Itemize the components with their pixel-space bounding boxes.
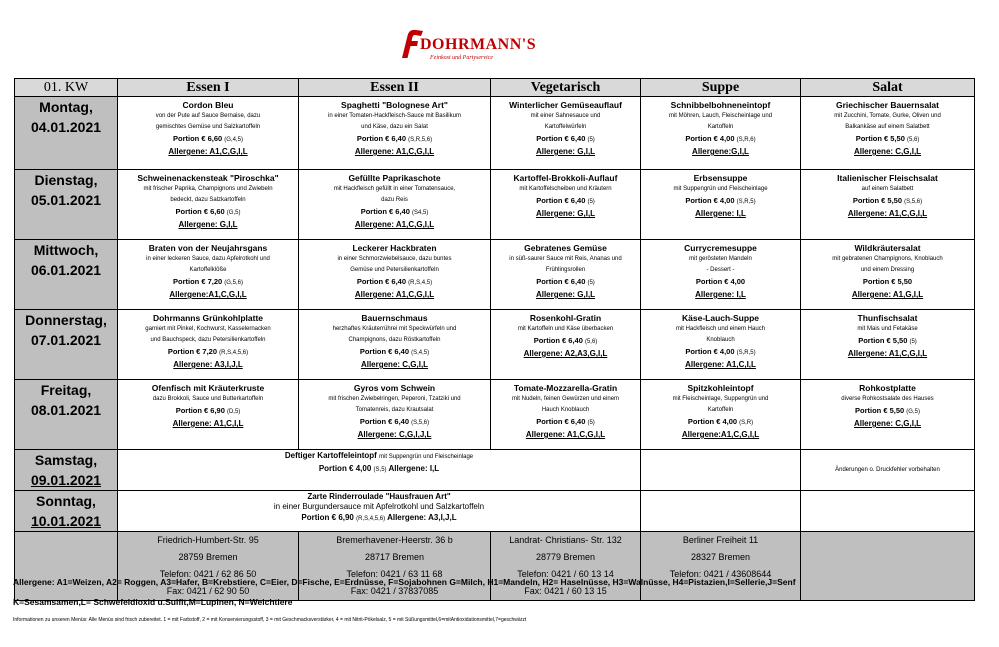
dish-allergens: Allergene: A1,C,G,I,L [354,147,435,156]
branch-city: 28779 Bremen [535,552,596,562]
dish-cell-suppe [641,380,801,450]
saturday-empty-cell [641,450,801,491]
dish-additive-codes: (R,S,4,5,6) [356,516,386,522]
sunday-row [15,491,975,532]
day-date: 09.01.2021 [30,472,102,488]
dish-title: Rohkostplatte [859,383,916,393]
sunday-empty-cell [641,491,801,532]
dish-cell-essen-1 [118,170,299,240]
dish-cell-vegetarisch [491,97,641,170]
dish-description: mit Möhren, Lauch, Fleischeinlage und [668,113,773,119]
dish-allergens: Allergene: A1,C,I,L [172,419,244,428]
dish-allergens: Allergene: I,L [388,464,440,473]
dish-description: dazu Brokkoli, Sauce und Butterkartoffeln [152,396,264,402]
dish-description: Balkankäse auf einem Salatbett [845,124,930,130]
dish-title: Cordon Bleu [182,100,234,110]
branch-street: Landrat- Christians- Str. 132 [509,535,622,545]
dish-description: mit Zucchini, Tomate, Gurke, Oliven und [834,113,941,119]
dish-cell-essen-2 [299,380,491,450]
column-header-essen-1: Essen I [118,79,299,97]
dish-description: mit gebratenen Champignons, Knoblauch [832,256,943,262]
dish-price: Portion € 6,40 [356,134,407,143]
day-label-thursday [15,310,118,380]
dish-allergens: Allergene: C,G,I,L [853,147,922,156]
column-header-essen-2: Essen II [299,79,491,97]
dish-price: Portion € 6,40 [536,277,586,286]
dish-title: Tomate-Mozzarella-Gratin [513,383,618,393]
day-label-saturday [15,450,118,491]
dish-cell-essen-1 [118,97,299,170]
dish-additive-codes: (S,R,5,6) [408,137,433,143]
day-label-tuesday [15,170,118,240]
dish-cell-essen-1 [118,310,299,380]
day-row-tuesday [15,170,975,240]
day-name: Mittwoch, [33,242,99,258]
dish-additive-codes: (5,6) [584,339,598,345]
dish-additive-codes: (S,R) [739,420,754,426]
branch-phone: Telefon: 0421 / 43608644 [669,569,772,579]
dish-price: Portion € 4,00 [687,417,738,426]
column-header-vegetarisch: Vegetarisch [491,79,641,97]
dish-cell-vegetarisch [491,240,641,310]
dish-allergens: Allergene: G,I,L [178,220,238,229]
dish-description: Gemüse und Petersilienkartoffeln [350,267,439,273]
branch-phone: Telefon: 0421 / 62 86 50 [159,569,257,579]
disclaimer-note: Änderungen o. Druckfehler vorbehalten [801,450,975,491]
dish-title: Gefüllte Paprikaschote [348,173,441,183]
branch-address-2 [299,532,491,601]
saturday-row [15,450,975,491]
day-date: 06.01.2021 [30,262,102,278]
dish-price: Portion € 4,00 [685,196,735,205]
dish-price: Portion € 5,50 [855,134,905,143]
branch-city: 28717 Bremen [364,552,425,562]
dish-description: gemischtes Gemüse und Salzkartoffeln [155,124,261,130]
day-label-wednesday [15,240,118,310]
sunday-dish [118,491,641,532]
dish-price: Portion € 6,40 [359,347,410,356]
dish-description: von der Pute auf Sauce Bernaise, dazu [155,113,261,119]
branch-fax: Fax: 0421 / 37837085 [350,586,439,596]
dish-description: mit Kartoffeln und Käse überbacken [517,326,614,332]
dish-price: Portion € 6,40 [536,134,586,143]
dish-description: Kartoffeln [707,124,734,130]
dish-title: Ofenfisch mit Kräuterkruste [151,383,265,393]
dish-description: herzhaftes Kräuterrührei mit Speckwürfeln und [332,326,457,332]
dish-additive-codes: (5) [587,137,595,143]
dish-allergens: Allergene:A1,C,G,I,L [681,430,760,439]
branch-fax: Fax: 0421 / 60 13 15 [524,586,607,596]
dish-title: Spitzkohleintopf [687,383,754,393]
dish-title: Griechischer Bauernsalat [836,100,939,110]
address-row [15,532,975,601]
day-name: Freitag, [40,382,92,398]
day-date: 07.01.2021 [30,332,102,348]
day-date: 10.01.2021 [30,513,102,529]
day-name: Sonntag, [36,493,96,509]
dish-allergens: Allergene: A1,C,G,I,L [525,430,606,439]
day-date: 05.01.2021 [30,192,102,208]
dish-cell-suppe [641,310,801,380]
dish-price: Portion € 4,00 [685,134,735,143]
dish-description: mit Suppengrün und Fleischeinlage [379,454,474,460]
dish-additive-codes: (S,5,6) [904,199,923,205]
dish-description: mit Kartoffelscheiben und Kräutern [519,186,612,192]
branch-address-4 [641,532,801,601]
dish-price: Portion € 5,50 [852,196,903,205]
dish-additive-codes: (G,4,5) [224,137,243,143]
dish-description: mit Fleischeinlage, Suppengrün und [672,396,769,402]
dish-description: in einer Tomaten-Hackfleisch-Sauce mit Basilikum [328,113,461,119]
branch-city: 28327 Bremen [690,552,751,562]
day-name: Samstag, [34,452,98,468]
day-label-monday [15,97,118,170]
dish-price: Portion € 6,40 [356,277,407,286]
dish-additive-codes: (R,S,4,5) [408,280,433,286]
dish-price: Portion € 4,00 [685,347,735,356]
dish-cell-suppe [641,170,801,240]
dish-price: Portion € 6,40 [536,417,586,426]
dish-title: Italienischer Fleischsalat [837,173,938,183]
day-row-friday [15,380,975,450]
dish-description: und Bauchspeck, dazu Petersilienkartoffeln [150,337,266,343]
dish-cell-essen-2 [299,170,491,240]
dish-description: mit Hackfleisch gefüllt in einer Tomatensauce, [333,186,456,192]
company-logo [396,24,616,74]
day-row-monday [15,97,975,170]
day-date: 04.01.2021 [30,119,102,135]
day-name: Dienstag, [34,172,98,188]
dish-additive-codes: (S4,5) [411,210,429,216]
weekday-rows [15,97,975,450]
dish-additive-codes: (5,6) [906,137,920,143]
dish-allergens: Allergene: G,I,L [535,290,596,299]
dish-price: Portion € 6,40 [533,336,583,345]
dish-title: Bauernschmaus [361,313,428,323]
dish-title: Erbsensuppe [693,173,748,183]
dish-description: mit einer Sahnesauce und [530,113,601,119]
branch-street: Friedrich-Humbert-Str. 95 [157,535,259,545]
branch-fax: Fax: 0421 / 62 90 50 [166,586,250,596]
weekly-menu-table [14,78,975,601]
day-row-wednesday [15,240,975,310]
dish-title: Schweinenackensteak "Piroschka" [137,173,279,183]
dish-cell-salat [801,97,975,170]
dish-additive-codes: (R,S,4,5,6) [219,350,249,356]
dish-allergens: Allergene: A1,C,G,I,L [168,147,248,156]
dish-title: Thunfischsalat [857,313,918,323]
dish-description: diverse Rohkostsalate des Hauses [841,396,934,402]
dish-additive-codes: (G,5) [906,409,920,415]
dish-additive-codes: (G,5) [226,210,241,216]
day-row-thursday [15,310,975,380]
dish-allergens: Allergene: C,G,I,L [360,360,429,369]
dish-cell-salat [801,240,975,310]
dish-description: Knoblauch [706,337,735,343]
dish-cell-essen-2 [299,310,491,380]
dish-allergens: Allergene: A1,C,G,I,L [847,349,928,358]
dish-description: Champignons, dazu Röstkartoffeln [348,337,441,343]
dish-allergens: Allergene: A1,C,G,I,L [354,290,435,299]
branch-address-3 [491,532,641,601]
dish-cell-essen-2 [299,97,491,170]
day-name: Montag, [39,99,93,115]
dish-cell-essen-2 [299,240,491,310]
allergen-legend-line-2: K=Sesamsamen,L= Schwefeldioxid u.Sulfit,M=Lupinen, N=Weichtiere [13,597,293,607]
dish-price: Portion € 5,50 [858,336,908,345]
dish-additive-codes: (S,R,5) [736,350,756,356]
dish-title: Spaghetti "Bolognese Art" [341,100,448,110]
dish-price: Portion € 6,60 [173,134,223,143]
branch-city: 28759 Bremen [178,552,238,562]
dish-price: Portion € 7,20 [173,277,223,286]
dish-title: Winterlicher Gemüseauflauf [509,100,622,110]
dish-price: Portion € 6,90 [301,513,354,522]
dish-description: mit gerösteten Mandeln [689,256,752,262]
allergen-legend-line-1: Allergene: A1=Weizen, A2= Roggen, A3=Hafer, B=Krebstiere, C=Eier, D=Fische, E=Erdnüsse, F=Sojabohnen G=Milch, H1=Mandeln, H2= Haselnüsse, H3=Walnüsse, H4=Pistazien,I=Sellerie,J=Senf [13,577,796,587]
branch-street: Berliner Freiheit 11 [682,535,759,545]
day-label-sunday [15,491,118,532]
dish-cell-vegetarisch [491,380,641,450]
column-header-suppe: Suppe [641,79,801,97]
dish-additive-codes: (S,5) [373,467,387,473]
dish-description: mit Nudeln, feinen Gewürzen und einem [511,396,620,402]
dish-price: Portion € 4,00 [695,277,746,286]
dish-price: Portion € 6,40 [360,207,410,216]
dish-allergens: Allergene: A1,C,I,L [685,360,756,369]
dish-allergens: Allergene: C,G,I,L [853,419,922,428]
dish-price: Portion € 4,00 [318,464,372,473]
dish-title: Zarte Rinderroulade "Hausfrauen Art" [307,492,451,501]
dish-allergens: Allergene: G,I,L [535,209,596,218]
dish-price: Portion € 6,40 [359,417,410,426]
address-row-empty-2 [801,532,975,601]
dish-description: in einer Schmorzwiebelsauce, dazu buntes [337,256,452,262]
dish-description: Tomatenreis, dazu Krautsalat [355,407,434,413]
dish-additive-codes: (D,5) [226,409,241,415]
dish-cell-suppe [641,97,801,170]
header-row [15,79,975,97]
dish-description: und Käse, dazu ein Salat [361,124,428,130]
dish-price: Portion € 6,40 [536,196,586,205]
dish-price: Portion € 6,90 [175,406,225,415]
dish-description: bedeckt, dazu Salzkartoffeln [170,197,246,203]
dish-description: mit Mais und Fetakäse [857,326,918,332]
dish-title: Schnibbelbohneneintopf [670,100,771,110]
dish-cell-suppe [641,240,801,310]
dish-price: Portion € 7,20 [167,347,218,356]
dish-title: Käse-Lauch-Suppe [682,313,759,323]
dish-description: mit Suppengrün und Fleischeinlage [673,186,768,192]
dish-allergens: Allergene: A1,C,G,I,L [354,220,435,229]
dish-description: Kartoffeln [707,407,734,413]
dish-cell-vegetarisch [491,310,641,380]
sunday-empty-cell-2 [801,491,975,532]
dish-additive-codes: (5) [587,420,595,426]
dish-extra: - Dessert - [706,267,735,273]
dish-description: garniert mit Pinkel, Kochwurst, Kasselernacken [145,326,271,332]
dish-description: mit frischer Paprika, Champignons und Zwiebeln [143,186,273,192]
dish-allergens: Allergene: A3,I,J,L [173,360,243,369]
dish-title: Gyros vom Schwein [353,383,436,393]
dish-description: in einer leckeren Sauce, dazu Apfelrotkohl und [146,256,270,262]
dish-additive-codes: (5) [909,339,917,345]
dish-price: Portion € 6,60 [175,207,225,216]
dish-title: Braten von der Neujahrsgans [148,243,268,253]
dish-allergens: Allergene:A1,C,G,I,L [169,290,247,299]
dish-additive-codes: (5) [587,280,595,286]
branch-street: Bremerhavener-Heerstr. 36 b [336,535,453,545]
dish-description: in einer Burgundersauce mit Apfelrotkohl und Salzkartoffeln [273,502,485,511]
dish-title: Currycremesuppe [684,243,757,253]
dish-allergens: Allergene: C,G,I,J,L [357,430,432,439]
address-row-empty [15,532,118,601]
saturday-dish [118,450,641,491]
dish-title: Wildkräutersalat [854,243,921,253]
dish-description: dazu Reis [381,197,408,203]
day-name: Donnerstag, [25,312,107,328]
branch-phone: Telefon: 0421 / 63 11 68 [346,569,443,579]
dish-description: Kartoffelklöße [189,267,227,273]
dish-allergens: Allergene: G,I,L [535,147,596,156]
day-date: 08.01.2021 [30,402,102,418]
dish-description: Kartoffelwürfeln [544,124,587,130]
dish-price: Portion € 5,50 [855,406,905,415]
dish-description: auf einem Salatbett [861,186,914,192]
dish-description: Frühlingsrollen [545,267,586,273]
dish-allergens: Allergene: I,L [695,209,746,218]
dish-additive-codes: (S,5,6) [411,420,430,426]
dish-description: und einem Dressing [860,267,915,273]
column-header-salat: Salat [801,79,975,97]
dish-cell-vegetarisch [491,170,641,240]
dish-allergens: Allergene:G,I,L [692,147,749,156]
dish-title: Deftiger Kartoffeleintopf [284,451,377,460]
dish-cell-salat [801,170,975,240]
dish-cell-essen-1 [118,240,299,310]
logo-subtitle: Feinkost und Partyservice [430,55,493,61]
dish-allergens: Allergene: A1,G,I,L [851,290,924,299]
dish-allergens: Allergene: I,L [695,290,746,299]
dish-description: mit frischen Zwiebelringen, Peperoni, Tzatziki und [328,396,461,402]
dish-title: Leckerer Hackbraten [352,243,437,253]
day-label-friday [15,380,118,450]
dish-description: mit Hackfleisch und einem Hauch [675,326,766,332]
dish-allergens: Allergene: A1,C,G,I,L [847,209,928,218]
dish-title: Gebratenes Gemüse [524,243,607,253]
dish-allergens: Allergene: A2,A3,G,I,L [523,349,608,358]
dish-additive-codes: (5) [587,199,595,205]
dish-additive-codes: (G,5,6) [224,280,243,286]
dish-price: Portion € 5,50 [862,277,913,286]
dish-description: in süß-saurer Sauce mit Reis, Ananas und [509,256,622,262]
dish-cell-essen-1 [118,380,299,450]
dish-title: Dohrmanns Grünkohlplatte [152,313,264,323]
dish-cell-salat [801,380,975,450]
branch-phone: Telefon: 0421 / 60 13 14 [517,569,614,579]
branch-address-1 [118,532,299,601]
dish-cell-salat [801,310,975,380]
dish-description: Hauch Knoblauch [541,407,590,413]
dish-additive-codes: (S,R,5) [736,199,756,205]
dish-allergens: Allergene: A3,I,J,L [387,513,457,522]
dish-additive-codes: (S,4,5) [411,350,430,356]
dish-title: Rosenkohl-Gratin [529,313,602,323]
additives-info: Informationen zu unseren Menüs: Alle Menüs sind frisch zubereitet. 1 = mit Farbstoff, 2 = mit Konservierungsstoff, 3 = mit Geschmacksverstärker, 4 = mit Nitrit-Pökelsalz, 5 = mit Süßungsmittel,6=mitAntioxidationsmittel,7=geschwärzt [13,617,527,623]
dish-title: Kartoffel-Brokkoli-Auflauf [513,173,618,183]
logo-name: DOHRMANN'S [420,36,537,53]
calendar-week-header: 01. KW [15,79,118,97]
dish-additive-codes: (S,R,6) [736,137,756,143]
